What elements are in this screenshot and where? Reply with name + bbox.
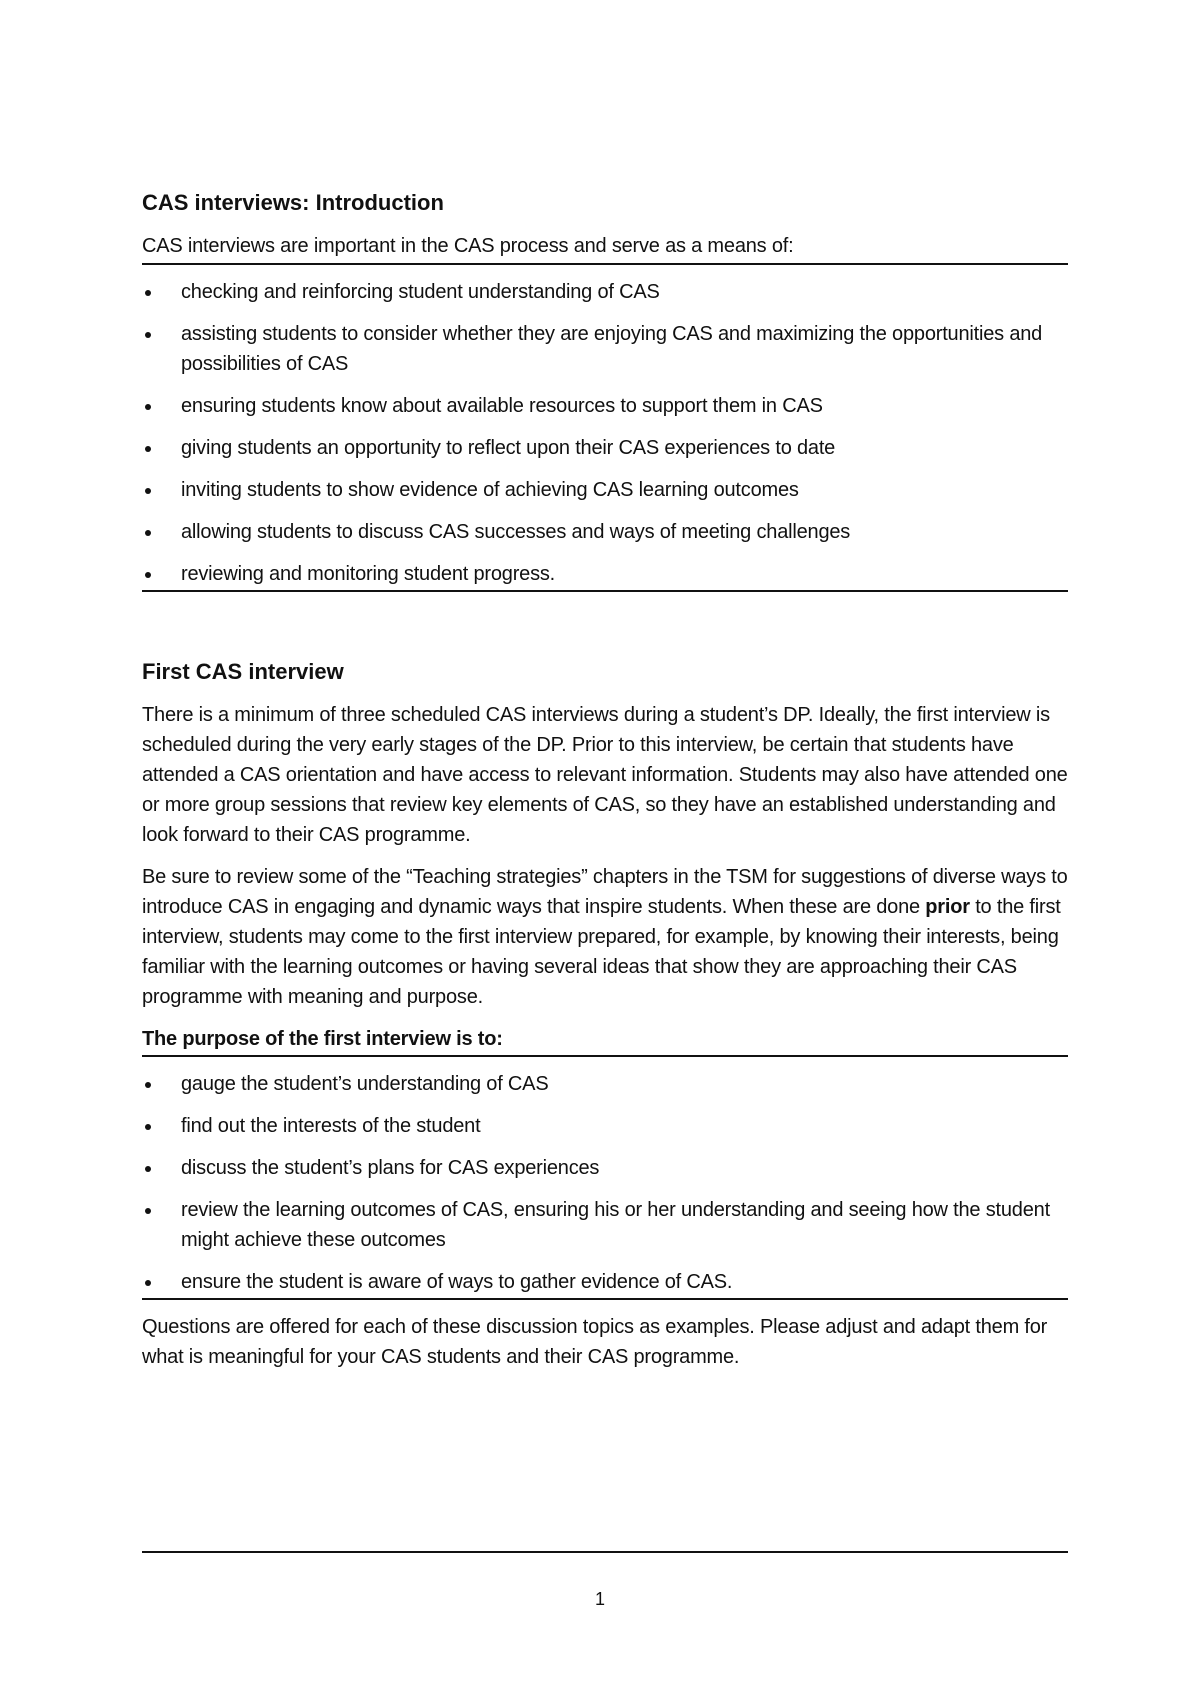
closing-paragraph: Questions are offered for each of these discussion topics as examples. Please adjust and adapt them for what is meaningful for your CAS students and their CAS programme. xyxy=(142,1316,1048,1368)
first-interview-title: First CAS interview xyxy=(142,659,344,684)
list-item: allowing students to discuss CAS successes and ways of meeting challenges xyxy=(142,517,1068,547)
list-item: assisting students to consider whether they are enjoying CAS and maximizing the opportunities and possibilities of CAS xyxy=(142,319,1068,379)
paragraph-text: to the first interview, students may come to the first interview prepared, for example, by knowing their interests, being familiar with the learning outcomes or having several ideas that show they are approaching their CAS programme with meaning and purpose. xyxy=(142,896,1061,1008)
list-item: review the learning outcomes of CAS, ensuring his or her understanding and seeing how the student might achieve these outcomes xyxy=(142,1195,1068,1255)
purpose-bullet-list xyxy=(142,1069,1068,1300)
intro-bullet-list xyxy=(142,277,1068,592)
page-number: 1 xyxy=(594,1589,605,1609)
list-item: find out the interests of the student xyxy=(142,1111,1068,1141)
list-item: inviting students to show evidence of achieving CAS learning outcomes xyxy=(142,475,1068,505)
paragraph-text: Be sure to review some of the “Teaching strategies” chapters in the TSM for suggestions of diverse ways to introduce CAS in engaging and dynamic ways that inspire students. When these are done xyxy=(142,866,1068,918)
emphasis-prior: prior xyxy=(925,896,970,918)
list-item: reviewing and monitoring student progress. xyxy=(142,559,1068,589)
document-page xyxy=(142,0,1068,1372)
intro-lead: CAS interviews are important in the CAS process and serve as a means of: xyxy=(142,231,1068,265)
footer-divider xyxy=(142,1551,1068,1553)
list-item: discuss the student’s plans for CAS experiences xyxy=(142,1153,1068,1183)
first-paragraph-2 xyxy=(142,862,1068,1012)
list-item: ensuring students know about available resources to support them in CAS xyxy=(142,391,1068,421)
list-item: checking and reinforcing student understanding of CAS xyxy=(142,277,1068,307)
first-paragraph-1: There is a minimum of three scheduled CAS interviews during a student’s DP. Ideally, the first interview is scheduled during the very early stages of the DP. Prior to this interview, be certain that students have attended a CAS orientation and have access to relevant information. Students may also have attended one or more group sessions that review key elements of CAS, so they have an established understanding and look forward to their CAS programme. xyxy=(142,704,1068,846)
list-item: ensure the student is aware of ways to gather evidence of CAS. xyxy=(142,1267,1068,1297)
intro-title: CAS interviews: Introduction xyxy=(142,190,444,215)
purpose-heading: The purpose of the first interview is to: xyxy=(142,1024,1068,1057)
list-item: giving students an opportunity to reflect upon their CAS experiences to date xyxy=(142,433,1068,463)
list-item: gauge the student’s understanding of CAS xyxy=(142,1069,1068,1099)
